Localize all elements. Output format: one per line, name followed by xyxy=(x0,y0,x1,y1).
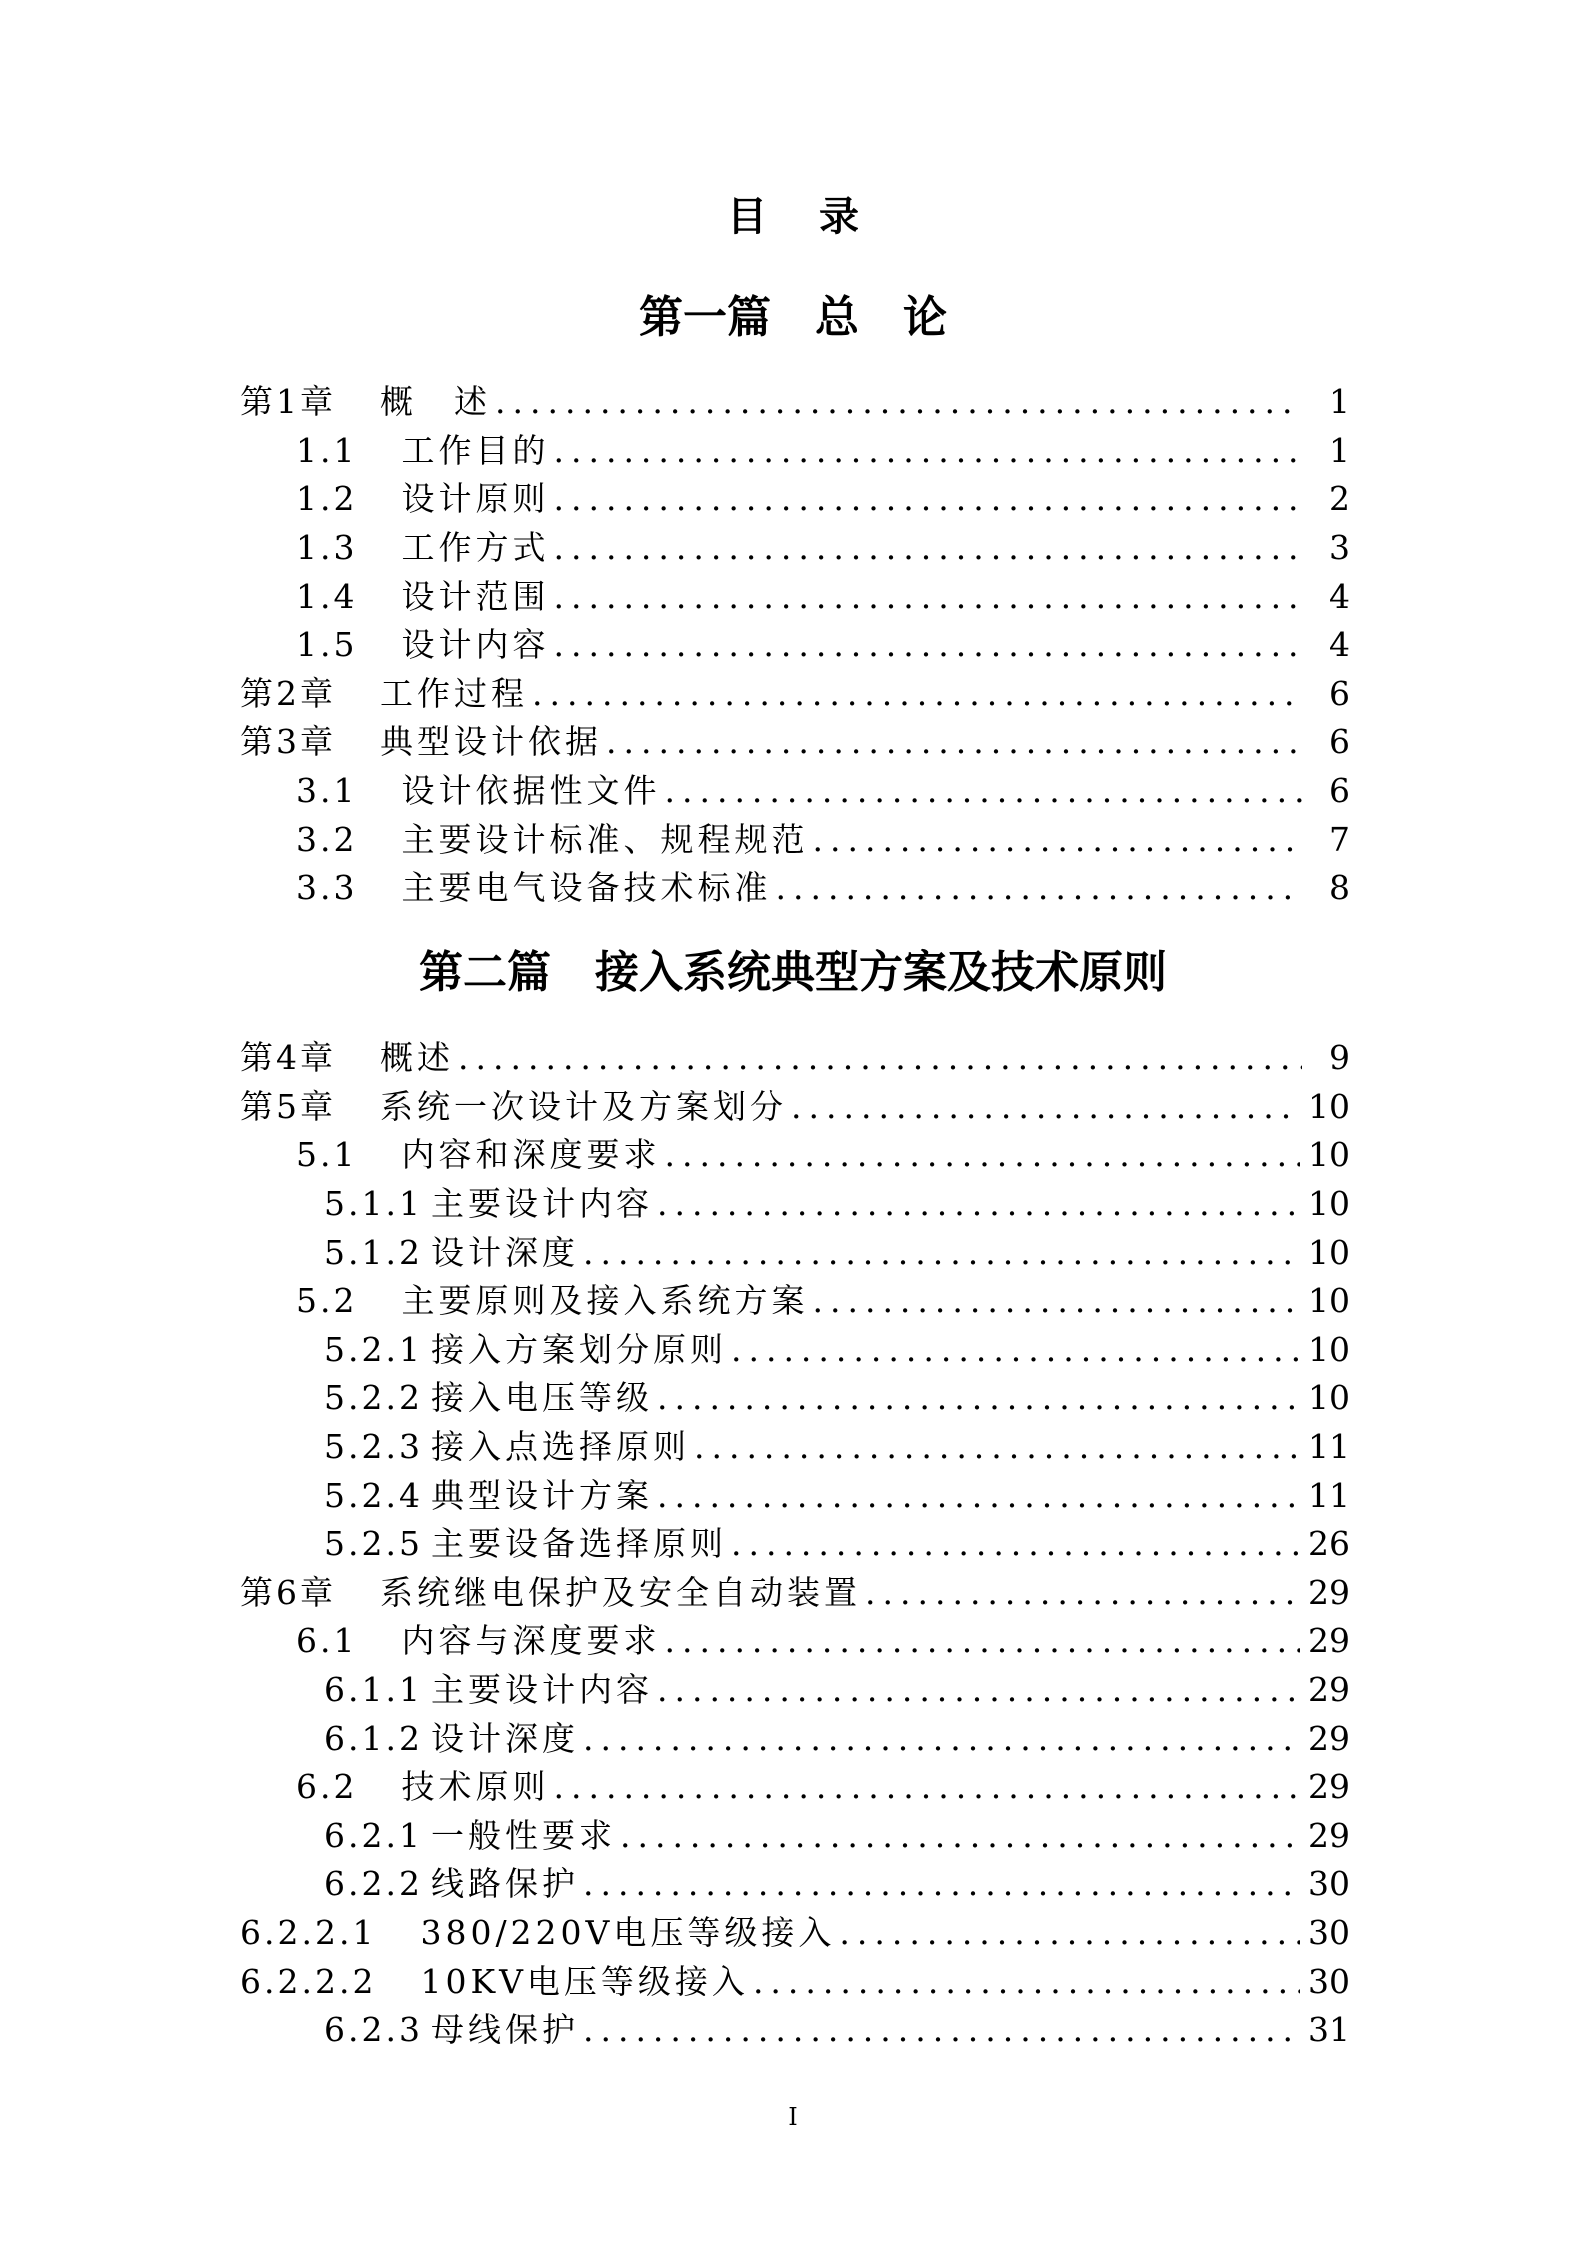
toc-entry[interactable] xyxy=(240,1812,1350,1861)
toc-entry-number: 6.2.2 xyxy=(324,1864,423,1904)
toc-entry-number: 3.2 xyxy=(296,819,358,859)
toc-entry[interactable] xyxy=(240,1666,1350,1715)
toc-dot-leader xyxy=(532,670,1302,718)
toc-dot-leader xyxy=(664,767,1302,815)
toc-entry-page: 29 xyxy=(1308,1815,1350,1855)
toc-dot-leader xyxy=(458,1034,1302,1082)
toc-dot-leader xyxy=(553,1763,1300,1811)
toc-dot-leader xyxy=(731,1520,1300,1568)
toc-entry-title: 设计依据性文件 xyxy=(401,771,661,811)
toc-entry-page: 4 xyxy=(1329,576,1350,616)
toc-dot-leader xyxy=(753,1958,1300,2006)
toc-entry-title: 母线保护 xyxy=(430,2010,579,2050)
toc-dot-leader xyxy=(664,1131,1300,1179)
toc-entry-page: 10 xyxy=(1308,1378,1350,1418)
toc-entry-title: 设计深度 xyxy=(430,1718,579,1758)
toc-dot-leader xyxy=(606,718,1302,766)
toc-dot-leader xyxy=(664,1617,1300,1665)
toc-dot-leader xyxy=(657,1374,1300,1422)
toc-entry-number: 第4章 xyxy=(240,1038,336,1078)
toc-entry-number: 6.1.2 xyxy=(324,1718,423,1758)
page-number: I xyxy=(788,2103,798,2131)
toc-entry-page: 29 xyxy=(1308,1572,1350,1612)
toc-dot-leader xyxy=(657,1472,1300,1520)
toc-entry-number: 第3章 xyxy=(240,722,336,762)
toc-entry-title: 主要设计内容 xyxy=(430,1184,653,1224)
toc-entry[interactable] xyxy=(240,1374,1350,1423)
toc-entry-number: 第5章 xyxy=(240,1086,336,1126)
toc-dot-leader xyxy=(839,1909,1300,1957)
toc-entry-number: 5.1.2 xyxy=(324,1232,423,1272)
toc-entry-title: 设计范围 xyxy=(401,576,550,616)
toc-entry-page: 30 xyxy=(1308,1912,1350,1952)
toc-dot-leader xyxy=(583,1229,1300,1277)
toc-dot-leader xyxy=(583,1860,1300,1908)
toc-entry[interactable] xyxy=(240,718,1350,767)
toc-entry-page: 6 xyxy=(1329,673,1350,713)
toc-entry-page: 6 xyxy=(1329,771,1350,811)
toc-entry-number: 第2章 xyxy=(240,673,336,713)
toc-dot-leader xyxy=(865,1569,1300,1617)
toc-dot-leader xyxy=(620,1812,1300,1860)
toc-entry-title: 工作目的 xyxy=(401,430,550,470)
toc-entry[interactable] xyxy=(240,427,1350,476)
part-heading-1: 第一篇 总 论 xyxy=(639,292,947,343)
toc-entry-number: 1.2 xyxy=(296,479,358,519)
toc-entry-page: 2 xyxy=(1329,479,1350,519)
toc-entry-page: 11 xyxy=(1308,1427,1350,1467)
toc-dot-leader xyxy=(694,1423,1300,1471)
toc-entry-title: 系统继电保护及安全自动装置 xyxy=(380,1572,861,1612)
toc-entry[interactable] xyxy=(240,524,1350,573)
toc-entry-number: 6.1.1 xyxy=(324,1670,423,1710)
toc-entry[interactable] xyxy=(240,1180,1350,1229)
toc-entry[interactable] xyxy=(240,572,1350,621)
toc-entry[interactable] xyxy=(240,1520,1350,1569)
toc-entry-number: 5.2.3 xyxy=(324,1427,423,1467)
toc-entry-title: 内容和深度要求 xyxy=(401,1135,661,1175)
toc-entry[interactable] xyxy=(240,621,1350,670)
toc-entry-title: 设计内容 xyxy=(401,625,550,665)
toc-dot-leader xyxy=(812,1277,1300,1325)
toc-entry-page: 29 xyxy=(1308,1718,1350,1758)
toc-entry[interactable] xyxy=(240,1083,1350,1132)
toc-entry[interactable] xyxy=(240,1714,1350,1763)
toc-entry-number: 6.2 xyxy=(296,1767,358,1807)
toc-entry-title: 线路保护 xyxy=(430,1864,579,1904)
toc-dot-leader xyxy=(495,378,1302,426)
toc-entry-title: 内容与深度要求 xyxy=(401,1621,661,1661)
toc-entry[interactable] xyxy=(240,1860,1350,1909)
toc-entry-number: 3.3 xyxy=(296,868,358,908)
toc-entry[interactable] xyxy=(240,1423,1350,1472)
toc-entry-number: 6.2.2.1 xyxy=(240,1912,377,1952)
toc-entry[interactable] xyxy=(240,1569,1350,1618)
toc-list-part-2 xyxy=(240,1034,1350,2054)
toc-entry-number: 第1章 xyxy=(240,382,336,422)
toc-entry-title: 技术原则 xyxy=(401,1767,550,1807)
toc-entry-title: 主要设计标准、规程规范 xyxy=(401,819,809,859)
toc-entry-title: 概 述 xyxy=(380,382,491,422)
toc-entry-page: 7 xyxy=(1329,819,1350,859)
toc-dot-leader xyxy=(812,816,1302,864)
toc-entry-title: 典型设计方案 xyxy=(430,1475,653,1515)
toc-entry-page: 26 xyxy=(1308,1524,1350,1564)
toc-entry-number: 1.3 xyxy=(296,528,358,568)
toc-entry-number: 5.2 xyxy=(296,1281,358,1321)
toc-entry-number: 6.2.1 xyxy=(324,1815,423,1855)
toc-entry-title: 设计原则 xyxy=(401,479,550,519)
toc-entry-page: 1 xyxy=(1329,430,1350,470)
toc-entry-number: 1.5 xyxy=(296,625,358,665)
toc-dot-leader xyxy=(553,524,1302,572)
toc-entry-title: 设计深度 xyxy=(430,1232,579,1272)
toc-entry[interactable] xyxy=(240,1957,1350,2006)
toc-entry-page: 3 xyxy=(1329,528,1350,568)
toc-entry-number: 6.1 xyxy=(296,1621,358,1661)
toc-entry[interactable] xyxy=(240,378,1350,427)
toc-dot-leader xyxy=(657,1666,1300,1714)
toc-entry[interactable] xyxy=(240,670,1350,719)
toc-entry[interactable] xyxy=(240,864,1350,913)
toc-entry-page: 10 xyxy=(1308,1184,1350,1224)
toc-entry-number: 1.1 xyxy=(296,430,358,470)
toc-entry-page: 6 xyxy=(1329,722,1350,762)
toc-entry-page: 30 xyxy=(1308,1961,1350,2001)
toc-entry[interactable] xyxy=(240,1277,1350,1326)
toc-dot-leader xyxy=(583,2006,1300,2054)
toc-entry-number: 5.1 xyxy=(296,1135,358,1175)
toc-entry-number: 5.2.5 xyxy=(324,1524,423,1564)
toc-dot-leader xyxy=(583,1715,1300,1763)
toc-entry-number: 3.1 xyxy=(296,771,358,811)
toc-entry-number: 6.2.3 xyxy=(324,2010,423,2050)
toc-entry-page: 9 xyxy=(1329,1038,1350,1078)
toc-entry-title: 10KV电压等级接入 xyxy=(420,1961,749,2001)
toc-entry-title: 工作方式 xyxy=(401,528,550,568)
toc-entry-number: 1.4 xyxy=(296,576,358,616)
page-title: 目录 xyxy=(727,193,911,240)
toc-entry-title: 主要设备选择原则 xyxy=(430,1524,727,1564)
toc-entry[interactable] xyxy=(240,1471,1350,1520)
toc-entry-page: 10 xyxy=(1308,1135,1350,1175)
toc-entry-title: 典型设计依据 xyxy=(380,722,602,762)
toc-entry-title: 接入方案划分原则 xyxy=(430,1329,727,1369)
toc-entry[interactable] xyxy=(240,1034,1350,1083)
toc-entry-title: 工作过程 xyxy=(380,673,528,713)
toc-entry-page: 11 xyxy=(1308,1475,1350,1515)
toc-entry-title: 接入点选择原则 xyxy=(430,1427,690,1467)
toc-entry-page: 30 xyxy=(1308,1864,1350,1904)
toc-entry[interactable] xyxy=(240,1617,1350,1666)
toc-entry-title: 380/220V电压等级接入 xyxy=(420,1912,836,1952)
toc-entry-number: 第6章 xyxy=(240,1572,336,1612)
toc-entry-page: 10 xyxy=(1308,1281,1350,1321)
toc-entry-page: 8 xyxy=(1329,868,1350,908)
toc-dot-leader xyxy=(553,621,1302,669)
toc-entry-number: 5.2.2 xyxy=(324,1378,423,1418)
toc-entry-number: 5.2.4 xyxy=(324,1475,423,1515)
toc-entry[interactable] xyxy=(240,1131,1350,1180)
toc-entry[interactable] xyxy=(240,1228,1350,1277)
toc-entry-title: 主要原则及接入系统方案 xyxy=(401,1281,809,1321)
toc-entry-page: 29 xyxy=(1308,1767,1350,1807)
toc-entry-number: 6.2.2.2 xyxy=(240,1961,377,2001)
toc-entry[interactable] xyxy=(240,475,1350,524)
toc-dot-leader xyxy=(731,1326,1300,1374)
part-heading-2: 第二篇 接入系统典型方案及技术原则 xyxy=(419,947,1167,998)
toc-entry-number: 5.2.1 xyxy=(324,1329,423,1369)
toc-entry-title: 概述 xyxy=(380,1038,454,1078)
toc-entry[interactable] xyxy=(240,1326,1350,1375)
toc-entry[interactable] xyxy=(240,2006,1350,2055)
toc-entry-page: 10 xyxy=(1308,1329,1350,1369)
toc-entry-title: 一般性要求 xyxy=(430,1815,616,1855)
toc-entry-page: 4 xyxy=(1329,625,1350,665)
toc-entry-page: 1 xyxy=(1329,382,1350,422)
toc-entry-title: 主要电气设备技术标准 xyxy=(401,868,772,908)
toc-dot-leader xyxy=(657,1180,1300,1228)
toc-entry-page: 29 xyxy=(1308,1670,1350,1710)
toc-entry-page: 29 xyxy=(1308,1621,1350,1661)
toc-entry-title: 接入电压等级 xyxy=(430,1378,653,1418)
toc-entry-number: 5.1.1 xyxy=(324,1184,423,1224)
toc-dot-leader xyxy=(553,573,1302,621)
toc-entry[interactable] xyxy=(240,815,1350,864)
toc-entry-title: 主要设计内容 xyxy=(430,1670,653,1710)
toc-entry-page: 10 xyxy=(1308,1086,1350,1126)
toc-entry[interactable] xyxy=(240,1909,1350,1958)
toc-entry[interactable] xyxy=(240,1763,1350,1812)
toc-dot-leader xyxy=(553,427,1302,475)
toc-entry-page: 10 xyxy=(1308,1232,1350,1272)
toc-entry-title: 系统一次设计及方案划分 xyxy=(380,1086,787,1126)
toc-entry-page: 31 xyxy=(1308,2010,1350,2050)
toc-entry[interactable] xyxy=(240,767,1350,816)
toc-dot-leader xyxy=(791,1083,1300,1131)
toc-dot-leader xyxy=(553,475,1302,523)
toc-dot-leader xyxy=(775,864,1302,912)
toc-list-part-1 xyxy=(240,378,1350,913)
